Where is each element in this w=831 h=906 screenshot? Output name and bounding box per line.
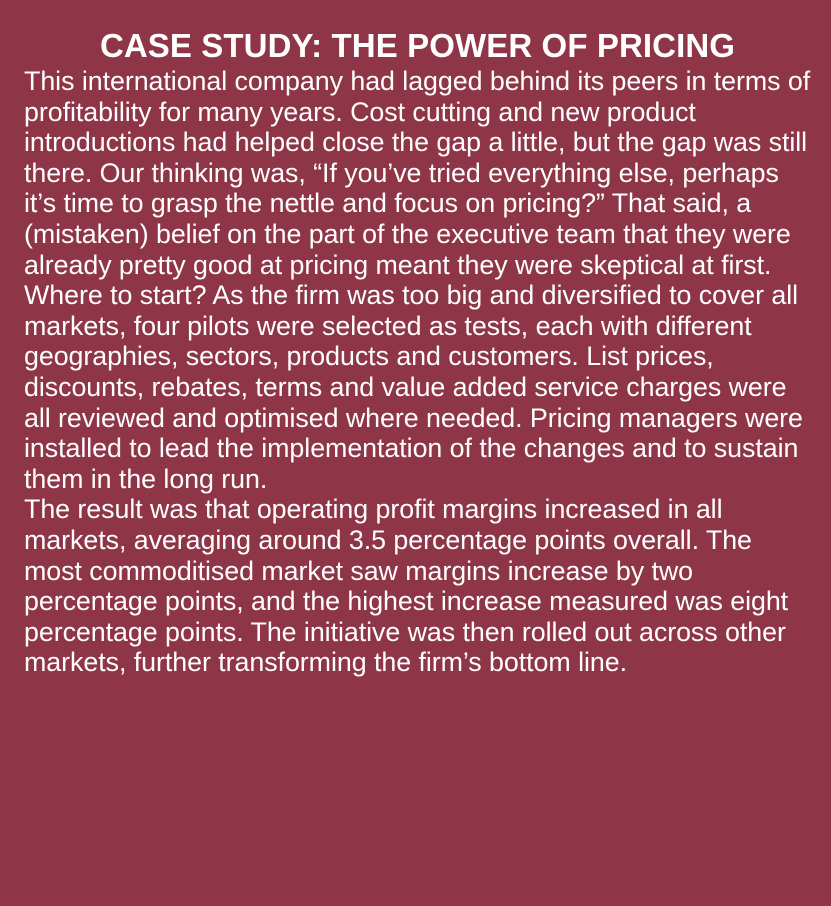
case-study-paragraph-result: The result was that operating profit margins increased in all markets, averaging around 3.5 percentage points overall. The most commoditised market saw margins increase by two percentage points, and the highest increase measured was eight percentage points. The initiative was then rolled out across other markets, further transforming the firm’s bottom line. — [24, 494, 789, 678]
case-study-title: CASE STUDY: THE POWER OF PRICING — [99, 27, 736, 64]
case-study-paragraph-intro: This international company had lagged behind its peers in terms of profitability for many years. Cost cutting and new product introductions had helped close the gap a little, but the gap was still there. Our thinking was, “If you’ve tried everything else, perhaps it’s time to grasp the nettle and focus on pricing?” That said, a (mistaken) belief on the part of the executive team that they were already pretty good at pricing meant they were skeptical at first. — [24, 66, 811, 280]
case-study-paragraph-approach: Where to start? As the firm was too big and diversified to cover all markets, four pilots were selected as tests, each with different geographies, sectors, products and customers. List prices, discounts, rebates, terms and value added service charges were all reviewed and optimised where needed. Pricing managers were installed to lead the implementation of the changes and to sustain them in the long run. — [24, 280, 803, 494]
